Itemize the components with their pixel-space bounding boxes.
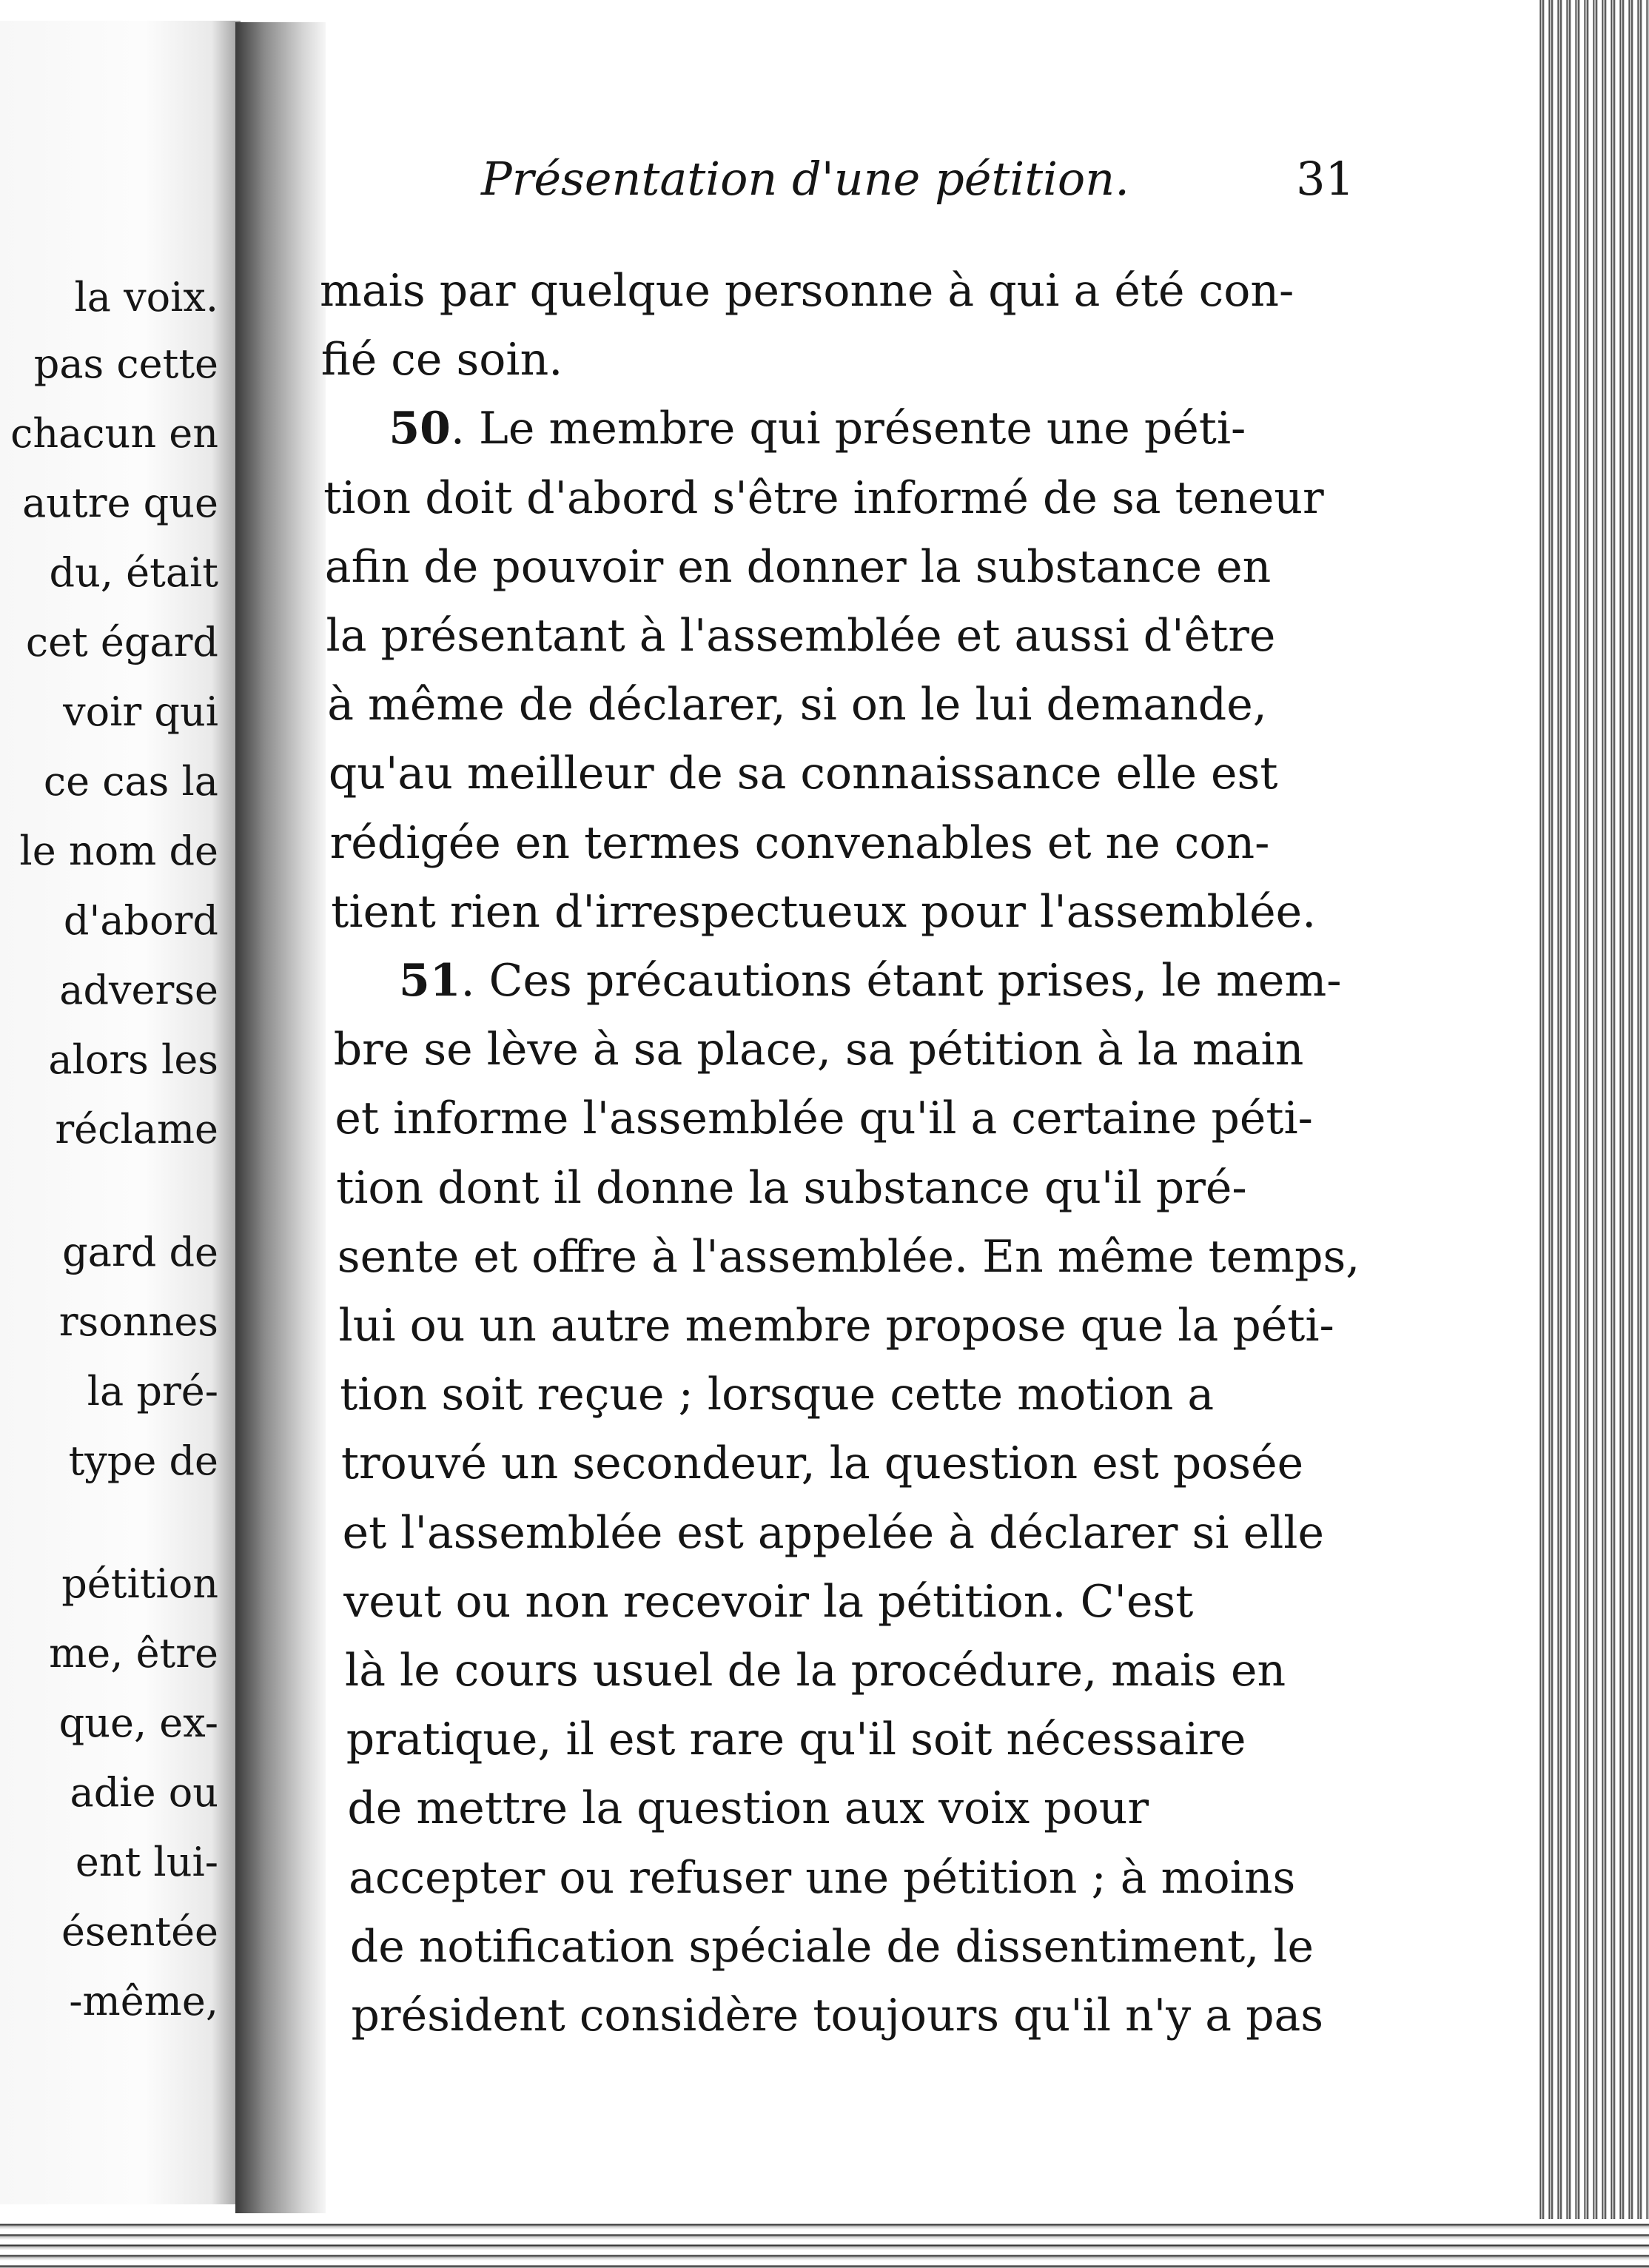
text-line: tion soit reçue ; lorsque cette motion a	[340, 1369, 1215, 1421]
text-line: pratique, il est rare qu'il soit nécessaire	[346, 1714, 1246, 1766]
bottom-page-edges	[0, 2219, 1649, 2268]
left-page-line: ésentée	[61, 1908, 218, 1955]
text-line	[399, 955, 1383, 1007]
text-line: accepter ou refuser une pétition ; à moins	[349, 1851, 1296, 1904]
left-page-line: adverse	[59, 967, 218, 1013]
paragraph-number: 51	[399, 955, 461, 1007]
left-page-line: pas cette	[33, 340, 218, 387]
text-line-content: . Le membre qui présente une péti-	[450, 403, 1246, 455]
text-line-content: . Ces précautions étant prises, le mem-	[460, 955, 1342, 1007]
left-page-line: autre que	[22, 480, 218, 526]
left-page-line: ent lui-	[75, 1839, 218, 1885]
gutter-shadow	[235, 22, 332, 2213]
text-line: afin de pouvoir en donner la substance en	[324, 540, 1272, 593]
left-page-line: voir qui	[63, 688, 218, 735]
text-line: veut ou non recevoir la pétition. C'est	[343, 1575, 1194, 1628]
text-line: rédigée en termes convenables et ne con-	[329, 816, 1270, 869]
left-page-line: pétition	[61, 1560, 218, 1607]
left-page-line: -même,	[69, 1978, 218, 2024]
text-line: sente et offre à l'assemblée. En même temps,	[337, 1230, 1360, 1283]
text-line: qu'au meilleur de sa connaissance elle est	[328, 748, 1278, 800]
running-title: Présentation d'une pétition.	[481, 152, 1129, 206]
left-page-line: réclame	[55, 1106, 218, 1153]
left-page-line: d'abord	[63, 897, 218, 944]
running-header	[481, 144, 1369, 218]
text-line: et l'assemblée est appelée à déclarer si elle	[342, 1506, 1324, 1559]
text-line: président considère toujours qu'il n'y a pas	[351, 1990, 1324, 2041]
text-line: de mettre la question aux voix pour	[347, 1782, 1149, 1835]
page-edges	[1536, 0, 1649, 2268]
left-page-line: du, était	[49, 549, 218, 596]
left-page-line: gard de	[62, 1229, 218, 1275]
text-line: mais par quelque personne à qui a été con-	[320, 265, 1294, 317]
left-page-line: alors les	[48, 1036, 218, 1083]
text-line: et informe l'assemblée qu'il a certaine péti-	[335, 1093, 1313, 1145]
text-line: bre se lève à sa place, sa pétition à la main	[333, 1024, 1304, 1076]
text-line: tion dont il donne la substance qu'il pré-	[336, 1161, 1247, 1214]
text-line: trouvé un secondeur, la question est posée	[340, 1437, 1304, 1490]
page-number: 31	[1296, 152, 1354, 206]
left-page-line: adie ou	[70, 1769, 218, 1816]
left-page-line: la voix.	[74, 274, 218, 321]
text-line: là le cours usuel de la procédure, mais en	[345, 1645, 1286, 1697]
text-line: fié ce soin.	[320, 334, 563, 386]
paragraph-number: 50	[389, 403, 451, 455]
left-page-line: cet égard	[25, 619, 218, 665]
left-page-line: chacun en	[10, 410, 218, 457]
left-page	[0, 21, 241, 2204]
text-line: tion doit d'abord s'être informé de sa teneur	[323, 472, 1324, 524]
text-line	[389, 403, 1367, 454]
left-page-line: ce cas la	[43, 758, 218, 805]
left-page-line: la pré-	[87, 1368, 218, 1415]
left-page-line: rsonnes	[58, 1298, 218, 1345]
left-page-line: que, ex-	[58, 1700, 218, 1746]
left-page-line: type de	[68, 1437, 218, 1484]
text-line: à même de déclarer, si on le lui demande,	[327, 679, 1267, 731]
text-line: tient rien d'irrespectueux pour l'assemblée.	[331, 885, 1317, 938]
left-page-line: me, être	[49, 1630, 218, 1677]
text-line: lui ou un autre membre propose que la péti-	[338, 1300, 1334, 1352]
left-page-line: le nom de	[19, 828, 218, 874]
text-line: la présentant à l'assemblée et aussi d'être	[326, 610, 1276, 662]
text-line: de notification spéciale de dissentiment, le	[349, 1920, 1314, 1973]
